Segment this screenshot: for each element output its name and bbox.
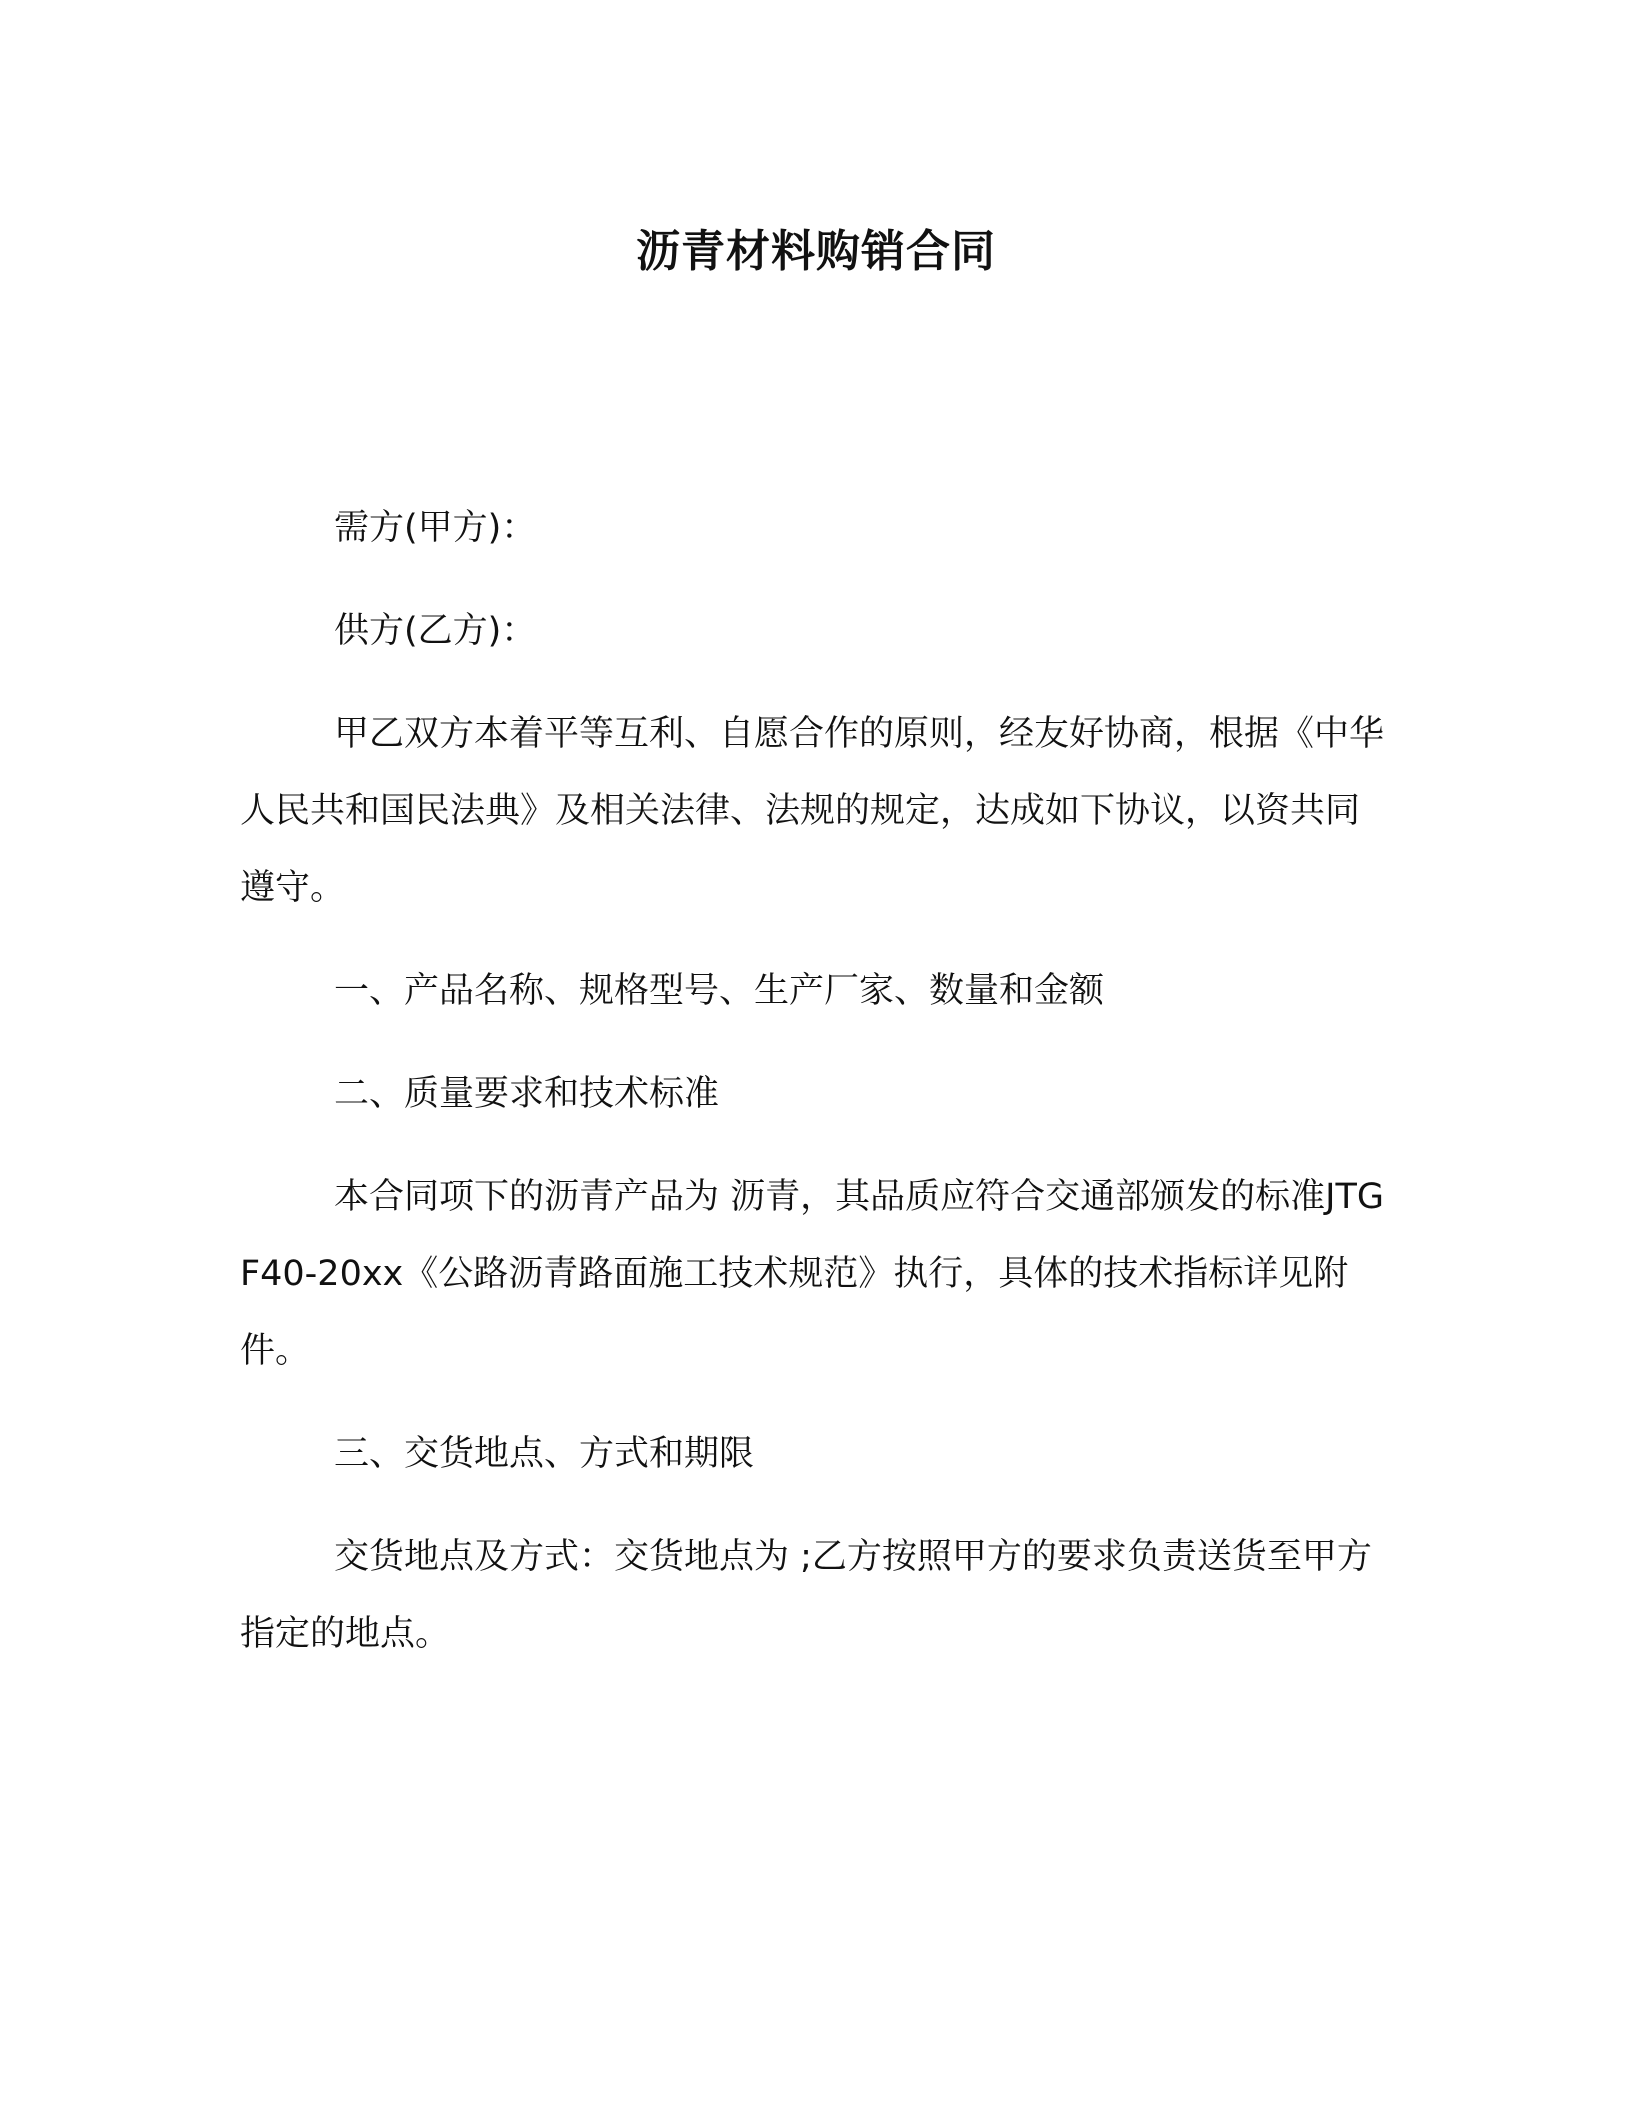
quality-paragraph: 本合同项下的沥青产品为 沥青，其品质应符合交通部颁发的标准JTGF40-20xx《公路沥青路面施工技术规范》执行，具体的技术指标详见附件。 (240, 1177, 1384, 1371)
document-title: 沥青材料购销合同 (636, 226, 996, 277)
document-body (240, 490, 1392, 1699)
section-heading-2: 二、质量要求和技术标准 (334, 1074, 720, 1114)
section-heading-3: 三、交货地点、方式和期限 (334, 1434, 755, 1474)
party-a-line: 需方(甲方)： (334, 508, 537, 548)
section-heading-1: 一、产品名称、规格型号、生产厂家、数量和金额 (334, 971, 1105, 1011)
delivery-paragraph: 交货地点及方式：交货地点为 ;乙方按照甲方的要求负责送货至甲方指定的地点。 (240, 1537, 1372, 1654)
preamble-paragraph: 甲乙双方本着平等互利、自愿合作的原则，经友好协商，根据《中华人民共和国民法典》及相关法律、法规的规定，达成如下协议，以资共同遵守。 (240, 714, 1385, 908)
party-b-line: 供方(乙方)： (334, 611, 537, 651)
